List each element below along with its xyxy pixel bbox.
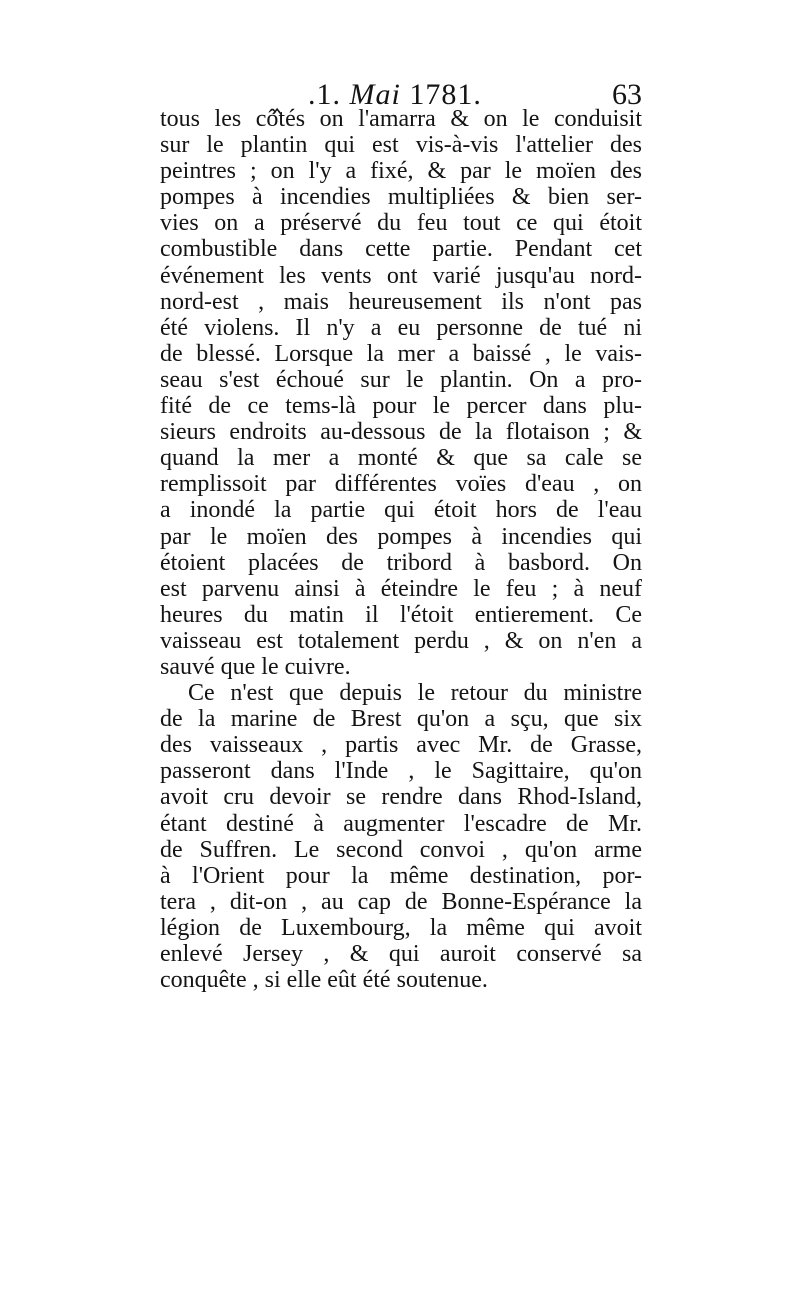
text-line: sauvé que le cuivre. bbox=[160, 653, 351, 680]
text-line: passeront dans l'Inde , le Sagittaire, qu'on bbox=[160, 758, 642, 785]
text-line: de blessé. Lorsque la mer a baissé , le vais- bbox=[160, 340, 642, 367]
text-line: enlevé Jersey , & qui auroit conservé sa bbox=[160, 941, 642, 967]
text-line: remplissoit par différentes voïes d'eau , on bbox=[160, 471, 642, 498]
text-line: tous les côtés on l'amarra & on le conduisit bbox=[160, 106, 642, 132]
text-line: conquête , si elle eût été soutenue. bbox=[160, 967, 488, 994]
text-line: des vaisseaux , partis avec Mr. de Grasse, bbox=[160, 732, 642, 759]
caret-mark: ‸ bbox=[272, 81, 283, 114]
text-line: heures du matin il l'étoit entierement. Ce bbox=[160, 601, 642, 628]
text-line: vies on a préservé du feu tout ce qui étoit bbox=[160, 210, 642, 237]
text-line: a inondé la partie qui étoit hors de l'eau bbox=[160, 497, 642, 524]
text-line: quand la mer a monté & que sa cale se bbox=[160, 445, 642, 472]
date-prefix: .1. bbox=[308, 78, 341, 111]
text-line: avoit cru devoir se rendre dans Rhod-Island, bbox=[160, 784, 642, 811]
text-line: étant destiné à augmenter l'escadre de Mr. bbox=[160, 810, 642, 837]
date-month: Mai bbox=[349, 78, 401, 111]
page-number: 63 bbox=[612, 78, 642, 111]
text-line: nord-est , mais heureusement ils n'ont pas bbox=[160, 288, 642, 315]
paragraph-2 bbox=[160, 680, 642, 993]
text-line: étoient placées de tribord à basbord. On bbox=[160, 549, 642, 576]
text-line: de la marine de Brest qu'on a sçu, que six bbox=[160, 706, 642, 733]
text-line: peintres ; on l'y a fixé, & par le moïen des bbox=[160, 158, 642, 185]
text-line: fité de ce tems-là pour le percer dans plu- bbox=[160, 393, 642, 420]
text-line: à l'Orient pour la même destination, por- bbox=[160, 862, 642, 889]
text-line: combustible dans cette partie. Pendant cet bbox=[160, 236, 642, 263]
body-text bbox=[160, 106, 642, 993]
text-line: été violens. Il n'y a eu personne de tué ni bbox=[160, 314, 642, 341]
text-line: sur le plantin qui est vis-à-vis l'attelier des bbox=[160, 132, 642, 159]
text-line: événement les vents ont varié jusqu'au nord- bbox=[160, 262, 642, 289]
text-line: par le moïen des pompes à incendies qui bbox=[160, 523, 642, 550]
text-line: de Suffren. Le second convoi , qu'on arme bbox=[160, 836, 642, 863]
text-line: sieurs endroits au-dessous de la flotaison ; & bbox=[160, 419, 642, 446]
text-line: légion de Luxembourg, la même qui avoit bbox=[160, 914, 642, 941]
text-line: seau s'est échoué sur le plantin. On a pro- bbox=[160, 366, 642, 393]
paragraph-1 bbox=[160, 106, 642, 680]
text-line: vaisseau est totalement perdu , & on n'en a bbox=[160, 627, 642, 654]
text-line: est parvenu ainsi à éteindre le feu ; à neuf bbox=[160, 575, 642, 602]
text-line: pompes à incendies multipliées & bien ser- bbox=[160, 184, 642, 211]
text-line: Ce n'est que depuis le retour du ministre bbox=[188, 680, 642, 707]
date-year: 1781. bbox=[409, 78, 482, 111]
text-line: tera , dit-on , au cap de Bonne-Espérance la bbox=[160, 888, 642, 915]
